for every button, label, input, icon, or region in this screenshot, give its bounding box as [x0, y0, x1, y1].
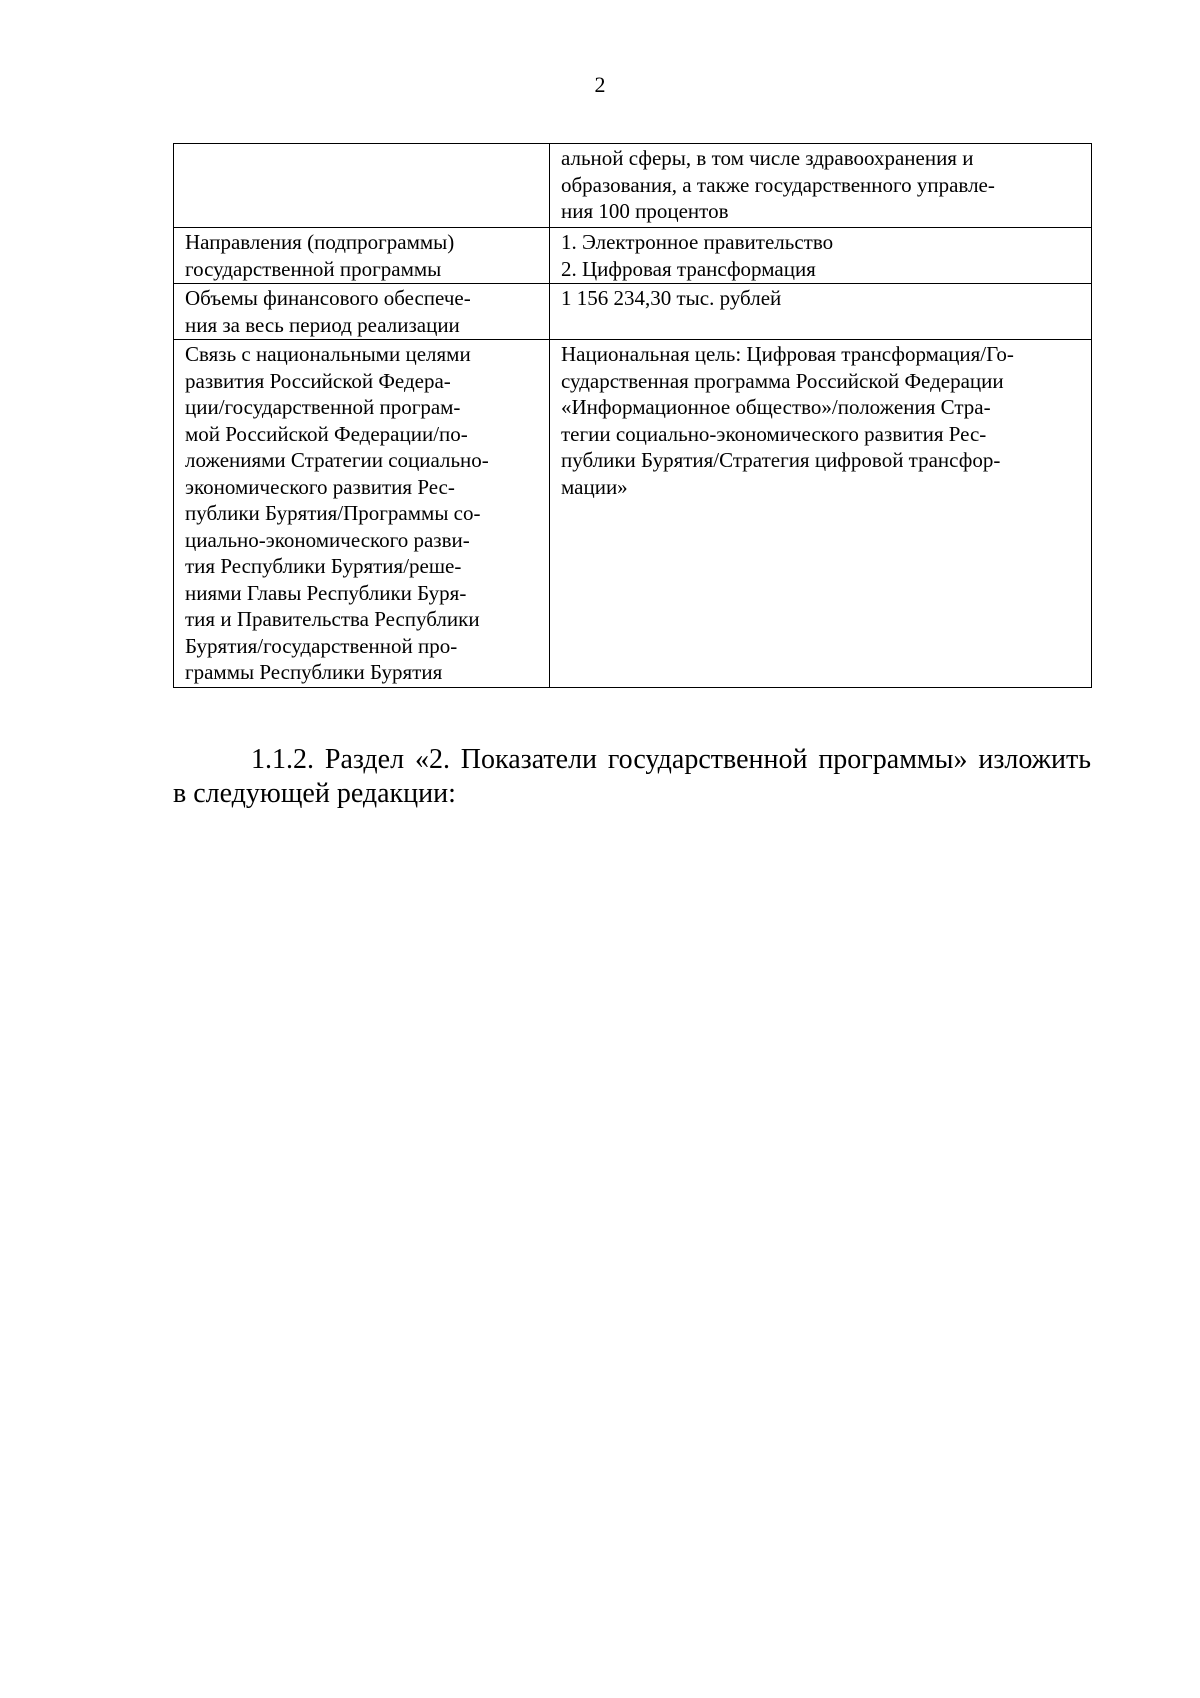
label-line: ния за весь период реализации	[185, 312, 460, 337]
row-value-cell	[550, 340, 1092, 688]
label-line: циально-экономического разви-	[185, 527, 470, 552]
paragraph-line: в следующей редакции:	[173, 778, 456, 809]
program-passport-table	[173, 143, 1092, 688]
value-line: публики Бурятия/Стратегия цифровой трансфор-	[561, 448, 1001, 472]
value-line: 1 156 234,30 тыс. рублей	[561, 286, 782, 310]
row-label-cell	[174, 284, 550, 340]
value-line: ния 100 процентов	[561, 199, 729, 223]
page-number: 2	[594, 72, 606, 97]
value-line: мации»	[561, 474, 628, 499]
label-line: государственной программы	[185, 256, 442, 281]
label-line: тия и Правительства Республики	[185, 607, 480, 631]
value-line: образования, а также государственного управле-	[561, 172, 995, 197]
value-line: «Информационное общество»/положения Стра-	[561, 395, 991, 419]
amendment-paragraph	[173, 743, 1091, 811]
row-value-cell	[550, 144, 1092, 228]
paragraph-line: 1.1.2. Раздел «2. Показатели государственной программы» изложить	[251, 744, 1091, 775]
label-line: ниями Главы Республики Буря-	[185, 580, 467, 605]
table-row-continuation	[174, 144, 1092, 228]
label-line: публики Бурятия/Программы со-	[185, 501, 481, 525]
value-line: сударственная программа Российской Федерации	[561, 368, 1004, 393]
label-line: развития Российской Федера-	[185, 368, 451, 393]
value-line: 2. Цифровая трансформация	[561, 256, 816, 281]
table-row-financing	[174, 284, 1092, 340]
row-label-cell	[174, 228, 550, 284]
label-line: Объемы финансового обеспече-	[185, 286, 471, 310]
value-line: Национальная цель: Цифровая трансформация/Го-	[561, 342, 1014, 366]
row-label-cell	[174, 144, 550, 228]
table-row-national-goals	[174, 340, 1092, 688]
label-line: ложениями Стратегии социально-	[185, 448, 489, 472]
label-line: тия Республики Бурятия/реше-	[185, 554, 462, 578]
table-row-directions	[174, 228, 1092, 284]
value-line: 1. Электронное правительство	[561, 230, 834, 254]
label-line: мой Российской Федерации/по-	[185, 421, 468, 446]
label-line: ции/государственной програм-	[185, 395, 461, 419]
row-label-cell	[174, 340, 550, 688]
value-line: альной сферы, в том числе здравоохранения и	[561, 146, 974, 170]
value-line: тегии социально-экономического развития Рес-	[561, 421, 987, 446]
label-line: Бурятия/государственной про-	[185, 633, 458, 658]
label-line: граммы Республики Бурятия	[185, 660, 443, 684]
label-line: Связь с национальными целями	[185, 342, 471, 366]
row-value-cell	[550, 228, 1092, 284]
label-line: Направления (подпрограммы)	[185, 230, 455, 254]
row-value-cell	[550, 284, 1092, 340]
label-line: экономического развития Рес-	[185, 474, 455, 499]
